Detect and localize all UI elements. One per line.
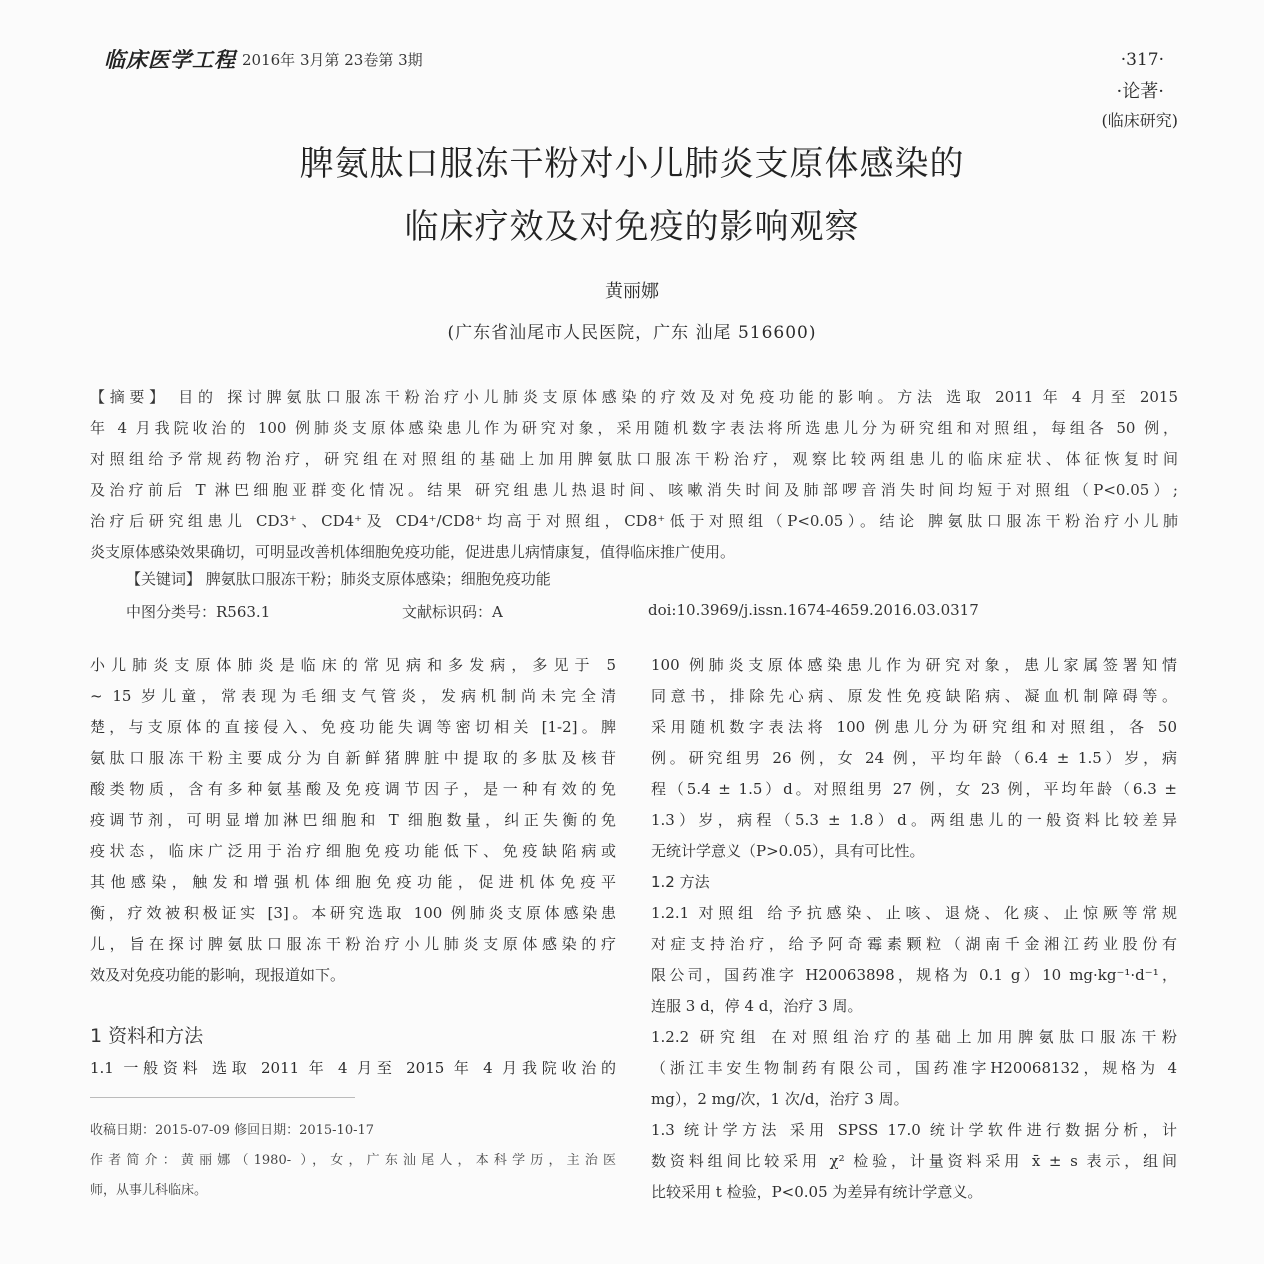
body-line: 楚，与支原体的直接侵入、免疫功能失调等密切相关 [1-2]。脾 (90, 718, 616, 736)
subsection-heading: 1.2 方法 (651, 873, 710, 891)
subsection-1-1: 1.1 一般资料 选取 2011 年 4 月至 2015 年 4 月我院收治的 (90, 1059, 616, 1077)
abstract (90, 382, 1178, 568)
footnote-dates: 收稿日期：2015-07-09 修回日期：2015-10-17 (90, 1123, 375, 1138)
body-line: 同意书，排除先心病、原发性免疫缺陷病、凝血机制障碍等。 (651, 687, 1177, 705)
body-line: ~ 15 岁儿童，常表现为毛细支气管炎，发病机制尚未完全清 (90, 687, 616, 705)
article-title-line-2: 临床疗效及对免疫的影响观察 (404, 207, 860, 247)
body-line: mg），2 mg/次，1 次/d，治疗 3 周。 (651, 1090, 909, 1108)
body-line: 1.2.1 对照组 给予抗感染、止咳、退烧、化痰、止惊厥等常规 (651, 904, 1177, 922)
abstract-line: 及治疗前后 T 淋巴细胞亚群变化情况。结果 研究组患儿热退时间、咳嗽消失时间及肺部啰音消失时间均短于对照组（P<0.05）; (90, 481, 1178, 499)
page-number: ·317· (1120, 50, 1164, 70)
doi: doi:10.3969/j.issn.1674-4659.2016.03.0317 (648, 601, 979, 619)
abstract-line: 炎支原体感染效果确切，可明显改善机体细胞免疫功能，促进患儿病情康复，值得临床推广使用。 (90, 543, 736, 561)
abstract-line: 年 4 月我院收治的 100 例肺炎支原体感染患儿作为研究对象，采用随机数字表法将所选患儿分为研究组和对照组，每组各 50 例， (90, 419, 1178, 437)
document-code: 文献标识码：A (402, 603, 503, 621)
body-line: 例。研究组男 26 例，女 24 例，平均年龄（6.4 ± 1.5）岁，病 (651, 749, 1177, 767)
body-line: 1.2.2 研究组 在对照组治疗的基础上加用脾氨肽口服冻干粉 (651, 1028, 1177, 1046)
footnote-author-line: 作者简介：黄丽娜（1980- ），女，广东汕尾人，本科学历，主治医 (90, 1153, 616, 1168)
section-heading: 1 资料和方法 (90, 1025, 204, 1047)
body-line: 数资料组间比较采用 χ² 检验，计量资料采用 x̄ ± s 表示，组间 (651, 1152, 1177, 1170)
section-subtype: (临床研究) (1101, 111, 1178, 130)
abstract-line: 对照组给予常规药物治疗，研究组在对照组的基础上加用脾氨肽口服冻干粉治疗，观察比较两组患儿的临床症状、体征恢复时间 (90, 450, 1178, 468)
body-line: 限公司，国药准字 H20063898，规格为 0.1 g）10 mg·kg⁻¹·d⁻¹， (651, 966, 1177, 984)
footnote-divider (90, 1097, 355, 1098)
body-line: 疫状态，临床广泛用于治疗细胞免疫功能低下、免疫缺陷病或 (90, 842, 616, 860)
body-line: 100 例肺炎支原体感染患儿作为研究对象，患儿家属签署知情 (651, 656, 1177, 674)
journal-issue: 2016年 3月第 23卷第 3期 (242, 51, 423, 69)
body-line: 采用随机数字表法将 100 例患儿分为研究组和对照组，各 50 (651, 718, 1177, 736)
body-line: 小儿肺炎支原体肺炎是临床的常见病和多发病，多见于 5 (90, 656, 616, 674)
body-line: 无统计学意义（P>0.05），具有可比性。 (651, 842, 925, 860)
body-line: 疫调节剂，可明显增加淋巴细胞和 T 细胞数量，纠正失衡的免 (90, 811, 616, 829)
body-column-left (90, 650, 616, 991)
body-line: 酸类物质，含有多种氨基酸及免疫调节因子，是一种有效的免 (90, 780, 616, 798)
body-line: 其他感染，触发和增强机体细胞免疫功能，促进机体免疫平 (90, 873, 616, 891)
body-line: 程（5.4 ± 1.5）d。对照组男 27 例，女 23 例，平均年龄（6.3 ± (651, 780, 1177, 798)
clc-number: 中图分类号：R563.1 (126, 603, 271, 621)
body-line: 氨肽口服冻干粉主要成分为自新鲜猪脾脏中提取的多肽及核苷 (90, 749, 616, 767)
abstract-line: 治疗后研究组患儿 CD3⁺、CD4⁺及 CD4⁺/CD8⁺均高于对照组，CD8⁺低于对照组（P<0.05）。结论 脾氨肽口服冻干粉治疗小儿肺 (90, 512, 1178, 530)
abstract-line: 【摘要】 目的 探讨脾氨肽口服冻干粉治疗小儿肺炎支原体感染的疗效及对免疫功能的影响。方法 选取 2011 年 4 月至 2015 (90, 388, 1178, 406)
body-line: 对症支持治疗，给予阿奇霉素颗粒（湖南千金湘江药业股份有 (651, 935, 1177, 953)
body-line: 比较采用 t 检验，P<0.05 为差异有统计学意义。 (651, 1183, 983, 1201)
author-affiliation: (广东省汕尾市人民医院，广东 汕尾 516600) (447, 323, 817, 343)
journal-logo: 临床医学工程 (104, 47, 236, 72)
body-line: 儿，旨在探讨脾氨肽口服冻干粉治疗小儿肺炎支原体感染的疗 (90, 935, 616, 953)
body-column-right (651, 650, 1177, 1208)
body-line: 衡，疗效被积极证实 [3]。本研究选取 100 例肺炎支原体感染患 (90, 904, 616, 922)
footnote-author-line: 师，从事儿科临床。 (90, 1183, 208, 1198)
article-title-line-1: 脾氨肽口服冻干粉对小儿肺炎支原体感染的 (299, 144, 965, 184)
footnote-author-bio (90, 1146, 616, 1206)
author-name: 黄丽娜 (605, 281, 659, 302)
body-line: 1.3 统计学方法 采用 SPSS 17.0 统计学软件进行数据分析，计 (651, 1121, 1177, 1139)
body-line: 效及对免疫功能的影响，现报道如下。 (90, 966, 346, 984)
body-line: （浙江丰安生物制药有限公司，国药准字H20068132，规格为 4 (651, 1059, 1177, 1077)
body-line: 1.3）岁，病程（5.3 ± 1.8）d。两组患儿的一般资料比较差异 (651, 811, 1177, 829)
keywords: 【关键词】 脾氨肽口服冻干粉；肺炎支原体感染；细胞免疫功能 (126, 570, 551, 588)
body-line: 连服 3 d，停 4 d，治疗 3 周。 (651, 997, 863, 1015)
section-type: ·论著· (1116, 81, 1164, 102)
